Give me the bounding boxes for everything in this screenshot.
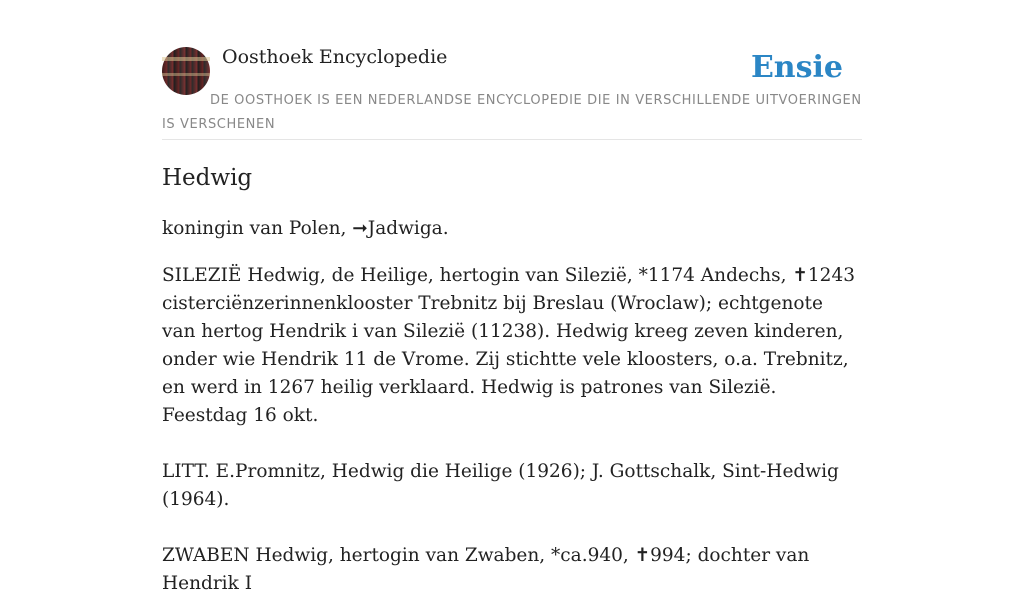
- site-header: [162, 44, 862, 140]
- entry-body: SILEZIË Hedwig, de Heilige, hertogin van Silezië, *1174 Andechs, ✝1243 cisterciënzerinnenklooster Trebnitz bij Breslau (Wroclaw); echtgenote van hertog Hendrik i van Silezië (11238). Hedwig kreeg zeven kinderen, onder wie Hendrik 11 de Vrome. Zij stichtte vele kloosters, o.a. Trebnitz, en werd in 1267 heilig verklaard. Hedwig is patrones van Silezië. Feestdag 16 okt. LITT. E.Promnitz, Hedwig die Heilige (1926); J. Gottschalk, Sint-Hedwig (1964). ZWABEN Hedwig, hertogin van Zwaben, *ca.940, ✝994; dochter van Hendrik I: [162, 265, 855, 594]
- site-tagline: DE OOSTHOEK IS EEN NEDERLANDSE ENCYCLOPEDIE DIE IN VERSCHILLENDE UITVOERINGEN IS VERSCHENEN: [162, 93, 862, 132]
- encyclopedia-avatar-icon[interactable]: [162, 47, 210, 95]
- entry-content: [162, 163, 862, 598]
- ensie-logo-link[interactable]: Ensie: [750, 50, 843, 85]
- entry-definition: koningin van Polen, ➞Jadwiga.: [162, 218, 449, 239]
- site-title[interactable]: Oosthoek Encyclopedie: [222, 46, 448, 68]
- entry-title: Hedwig: [162, 165, 253, 191]
